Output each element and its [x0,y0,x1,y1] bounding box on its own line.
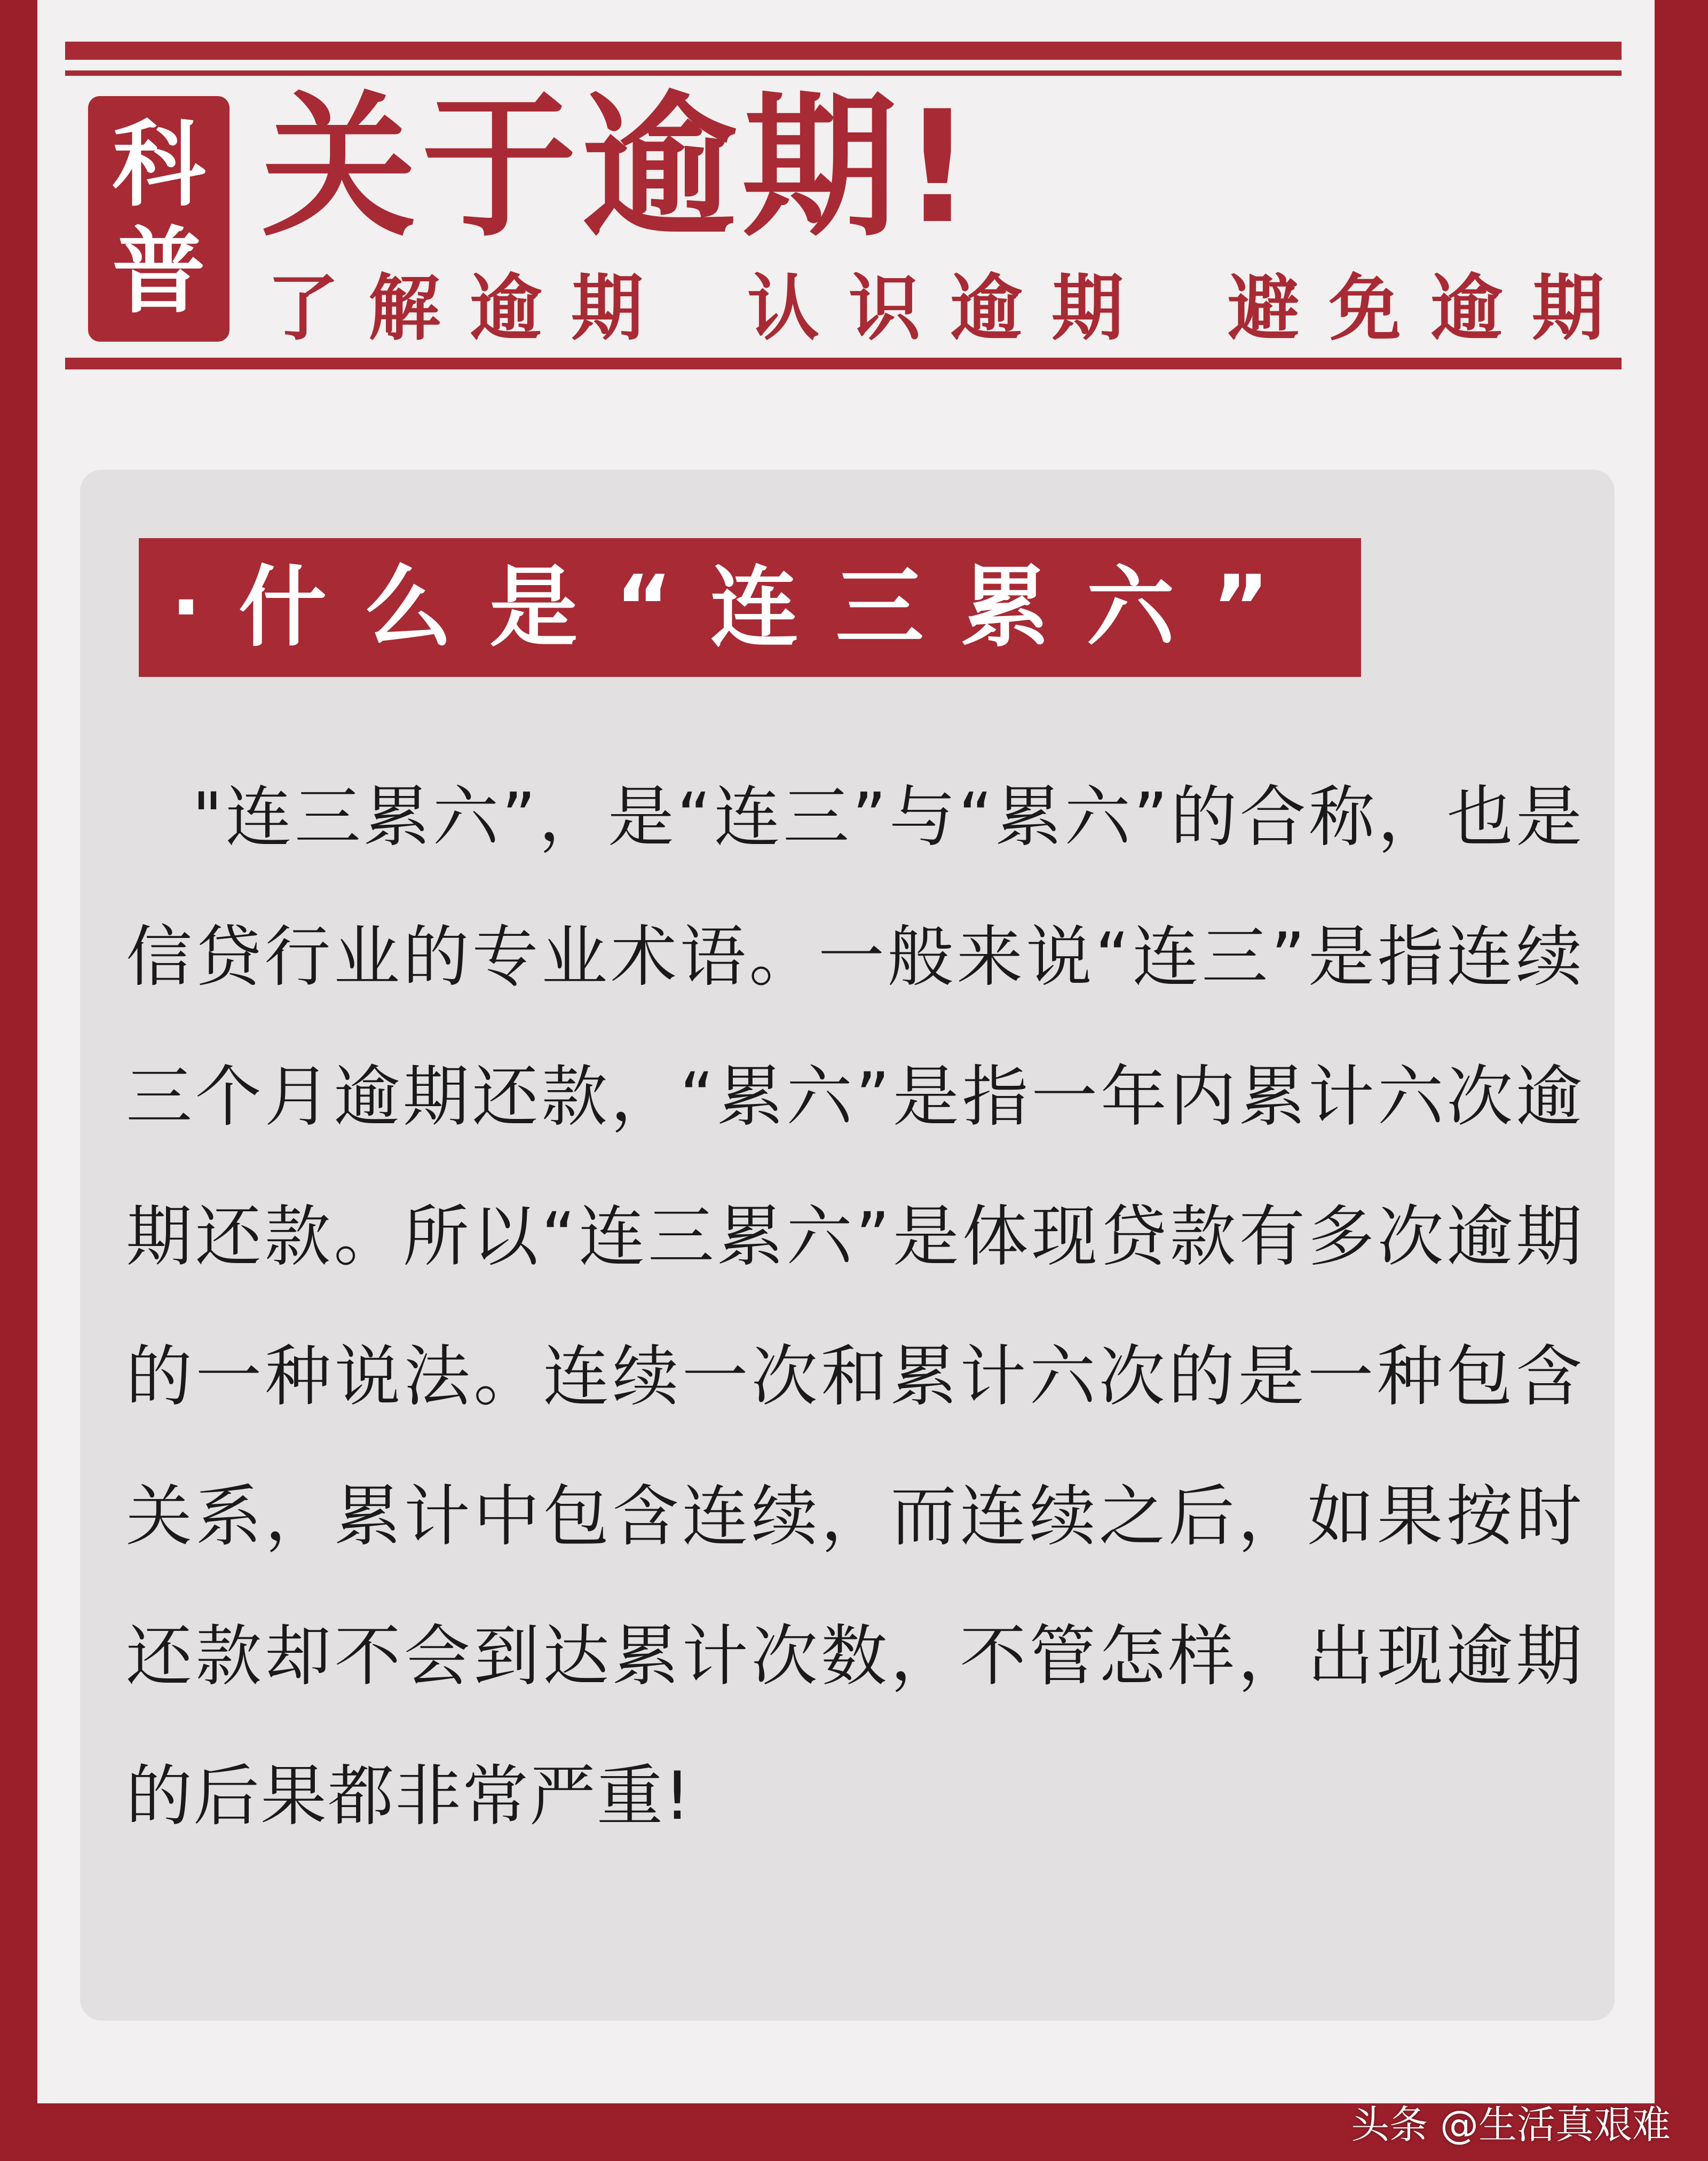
badge-char-1: 科 [112,111,205,219]
category-badge [88,96,230,342]
watermark: 头条 @生活真艰难 [1351,2102,1671,2147]
badge-char-2: 普 [112,218,205,326]
section-heading-banner [139,538,1361,677]
subtitle-row [267,266,1633,351]
section-heading: 什么是“连三累六” [238,556,1307,659]
page-title: 关于逾期! [262,78,978,258]
body-paragraph: "连三累六”，是“连三”与“累六”的合称，也是信贷行业的专业术语。一般来说“连三”是指连续三个月逾期还款，“累六”是指一年内累计六次逾期还款。所以“连三累六”是体现贷款有多次逾期的一种说法。连续一次和累计六次的是一种包含关系，累计中包含连续，而连续之后，如果按时还款却不会到达累计次数，不管怎样，出现逾期的后果都非常严重! [126,779,1583,1835]
bullet-dot: · [171,561,201,654]
subtitle-3: 避免逾期 [1228,266,1633,350]
subtitle-2: 认识逾期 [747,266,1153,350]
header-bottom-rule [65,358,1622,369]
top-rule-thick [65,42,1622,60]
top-rule-thin [65,70,1622,76]
subtitle-1: 了解逾期 [267,266,673,350]
